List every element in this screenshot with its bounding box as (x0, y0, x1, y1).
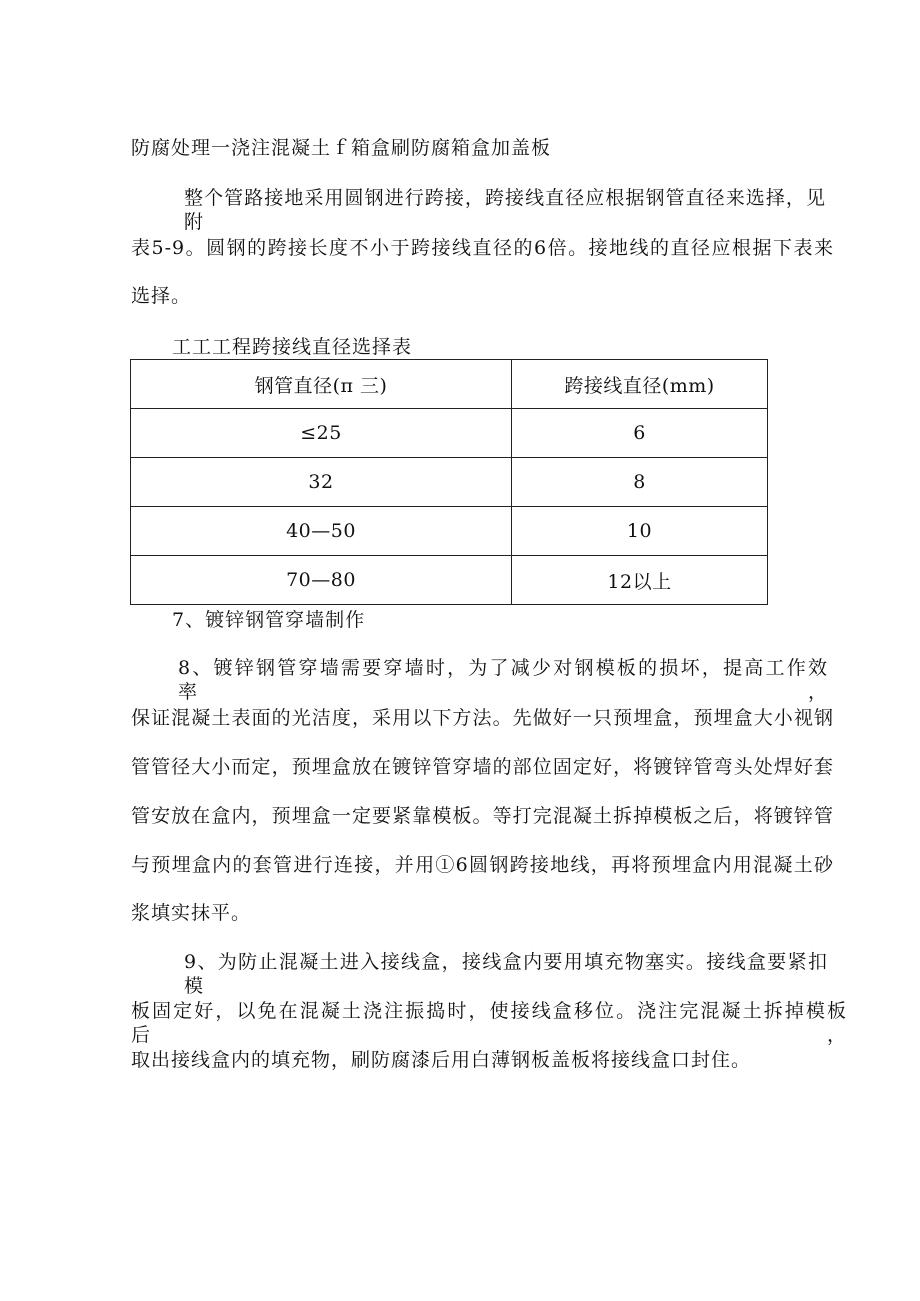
paragraph-line: 表5-9。圆钢的跨接长度不小于跨接线直径的6倍。接地线的直径应根据下表来 (131, 237, 834, 259)
table-header-row (131, 360, 768, 409)
paragraph-line: 8、镀锌钢管穿墙需要穿墙时，为了减少对钢模板的损坏，提高工作效率， (178, 657, 828, 703)
paragraph-line: 9、为防止混凝土进入接线盒，接线盒内要用填充物塞实。接线盒要紧扣模 (184, 951, 828, 997)
section-heading-line: 防腐处理一浇注混凝土ｆ箱盒刷防腐箱盒加盖板 (131, 137, 552, 159)
table-cell: 8 (512, 458, 768, 507)
table-row (131, 409, 768, 458)
table-row (131, 458, 768, 507)
table-row (131, 556, 768, 605)
paragraph-line: 选择。 (131, 285, 192, 307)
table-header-cell: 跨接线直径(mm) (512, 360, 768, 409)
table-row (131, 507, 768, 556)
table-cell: 32 (131, 458, 512, 507)
table-cell: ≤25 (131, 409, 512, 458)
item-7-heading: 7、镀锌钢管穿墙制作 (172, 609, 366, 631)
table-cell: 6 (512, 409, 768, 458)
table-cell: 10 (512, 507, 768, 556)
paragraph-line: 管安放在盒内，预埋盒一定要紧靠模板。等打完混凝土拆掉模板之后，将镀锌管 (131, 805, 834, 827)
table-cell: 12以上 (512, 556, 768, 605)
paragraph-line: 浆填实抹平。 (131, 902, 252, 924)
table-header-cell: 钢管直径(π 三) (131, 360, 512, 409)
diameter-table (130, 359, 768, 605)
paragraph-line: 取出接线盒内的填充物，刷防腐漆后用白薄钢板盖板将接线盒口封住。 (131, 1049, 752, 1071)
table-cell: 70—80 (131, 556, 512, 605)
paragraph-line: 保证混凝土表面的光洁度，采用以下方法。先做好一只预埋盒，预埋盒大小视钢 (131, 707, 834, 729)
paragraph-line: 管管径大小而定，预埋盒放在镀锌管穿墙的部位固定好，将镀锌管弯头处焊好套 (131, 756, 834, 778)
table-cell: 40—50 (131, 507, 512, 556)
paragraph-line: 与预埋盒内的套管进行连接，并用①6圆钢跨接地线，再将预埋盒内用混凝土砂 (131, 854, 834, 876)
paragraph-line: 整个管路接地采用圆钢进行跨接，跨接线直径应根据钢管直径来选择，见附 (184, 187, 826, 233)
table-caption: 工工工程跨接线直径选择表 (172, 336, 413, 358)
paragraph-line: 板固定好，以免在混凝土浇注振捣时，使接线盒移位。浇注完混凝土拆掉模板后， (131, 1000, 847, 1046)
